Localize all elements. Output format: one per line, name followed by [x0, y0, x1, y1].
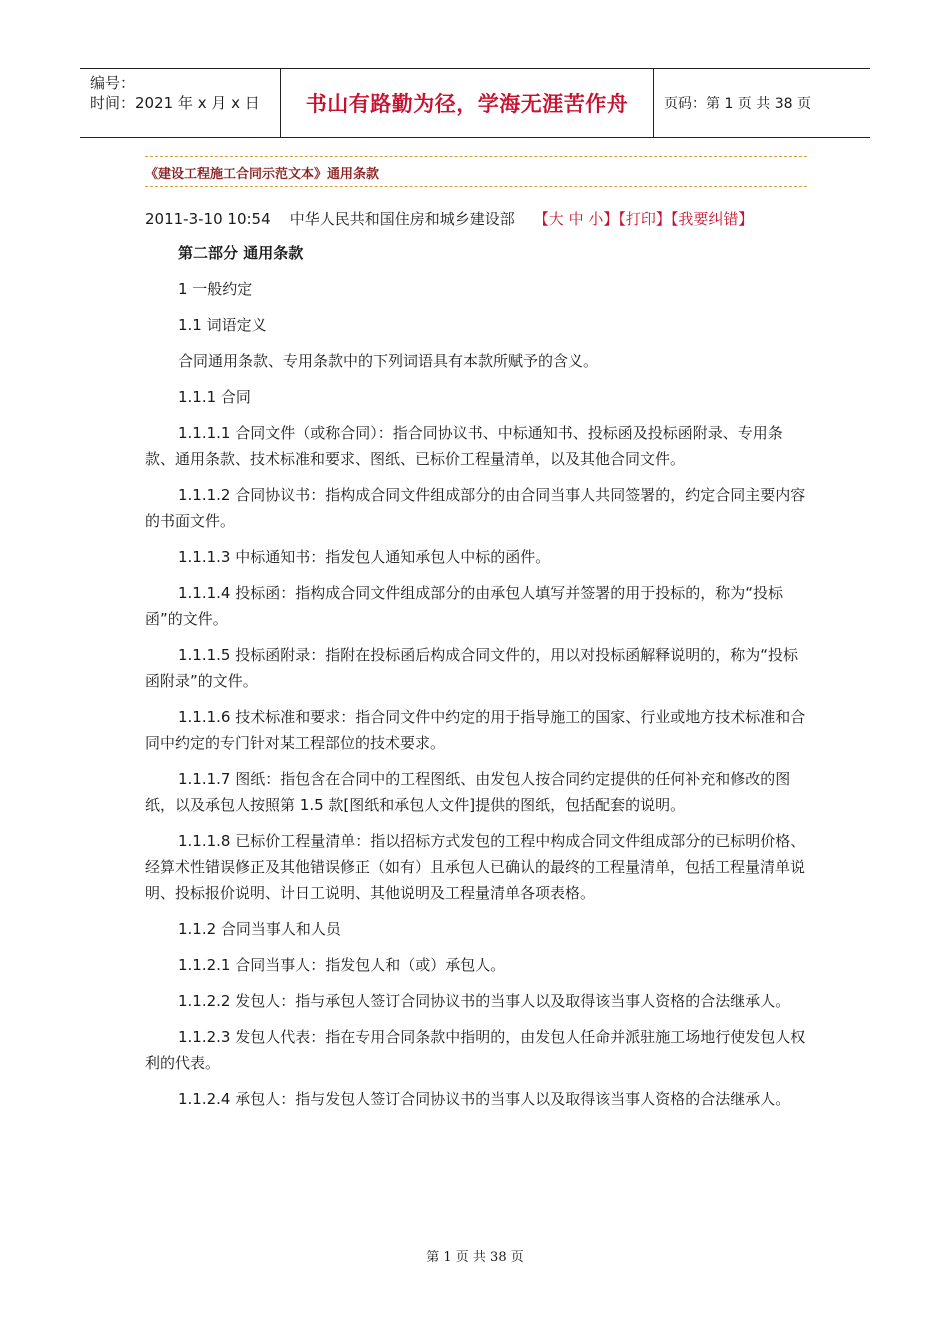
print-link[interactable]: 【打印】 — [618, 210, 671, 228]
header-left-cell — [80, 69, 281, 137]
paragraph: 1.1 词语定义 — [178, 316, 267, 334]
motto: 书山有路勤为径，学海无涯苦作舟 — [305, 92, 629, 116]
document-body — [145, 206, 807, 1122]
header-right-cell — [654, 69, 870, 137]
paragraph: 1 一般约定 — [178, 280, 253, 298]
paragraph: 1.1.1.1 合同文件（或称合同）：指合同协议书、中标通知书、投标函及投标函附录、专用条款、通用条款、技术标准和要求、图纸、已标价工程量清单，以及其他合同文件。 — [145, 424, 783, 468]
paragraph: 1.1.1.7 图纸：指包含在合同中的工程图纸、由发包人按合同约定提供的任何补充和修改的图纸，以及承包人按照第 1.5 款[图纸和承包人文件]提供的图纸，包括配套的说明。 — [145, 770, 791, 814]
date-label: 时间：2021 年 x 月 x 日 — [90, 94, 260, 112]
article-meta — [145, 206, 807, 232]
paragraph: 1.1.1.8 已标价工程量清单：指以招标方式发包的工程中构成合同文件组成部分的已标明价格、经算术性错误修正及其他错误修正（如有）且承包人已确认的最终的工程量清单，包括工程量清单说明、投标报价说明、计日工说明、其他说明及工程量清单各项表格。 — [145, 832, 806, 902]
paragraph: 合同通用条款、专用条款中的下列词语具有本款所赋予的含义。 — [178, 352, 599, 370]
paragraph: 1.1.2.2 发包人：指与承包人签订合同协议书的当事人以及取得该当事人资格的合法继承人。 — [178, 992, 791, 1010]
publish-datetime: 2011-3-10 10:54 — [145, 210, 271, 228]
document-title: 《建设工程施工合同示范文本》通用条款 — [145, 167, 380, 182]
dashed-divider-top — [145, 156, 807, 157]
page-footer: 第 1 页 共 38 页 — [426, 1250, 524, 1265]
page-info: 页码：第 1 页 共 38 页 — [664, 96, 811, 112]
report-error-link[interactable]: 【我要纠错】 — [670, 210, 754, 228]
page-header — [80, 68, 870, 138]
paragraph: 1.1.1.6 技术标准和要求：指合同文件中约定的用于指导施工的国家、行业或地方技术标准和合同中约定的专门针对某工程部位的技术要求。 — [145, 708, 806, 752]
section-heading: 第二部分 通用条款 — [178, 244, 304, 262]
paragraph: 1.1.1.5 投标函附录：指附在投标函后构成合同文件的，用以对投标函解释说明的，称为“投标函附录”的文件。 — [145, 646, 799, 690]
paragraph: 1.1.1.2 合同协议书：指构成合同文件组成部分的由合同当事人共同签署的，约定合同主要内容的书面文件。 — [145, 486, 806, 530]
paragraph: 1.1.2.3 发包人代表：指在专用合同条款中指明的，由发包人任命并派驻施工场地行使发包人权利的代表。 — [145, 1028, 806, 1072]
paragraph: 1.1.1 合同 — [178, 388, 251, 406]
paragraph: 1.1.2.4 承包人：指与发包人签订合同协议书的当事人以及取得该当事人资格的合法继承人。 — [178, 1090, 791, 1108]
paragraph: 1.1.1.4 投标函：指构成合同文件组成部分的由承包人填写并签署的用于投标的，称为“投标函”的文件。 — [145, 584, 784, 628]
publish-source: 中华人民共和国住房和城乡建设部 — [289, 210, 515, 228]
header-motto-cell — [281, 69, 654, 137]
paragraph: 1.1.2.1 合同当事人：指发包人和（或）承包人。 — [178, 956, 506, 974]
dashed-divider-bottom — [145, 186, 807, 187]
paragraph: 1.1.1.3 中标通知书：指发包人通知承包人中标的函件。 — [178, 548, 551, 566]
number-label: 编号： — [90, 74, 136, 92]
paragraph: 1.1.2 合同当事人和人员 — [178, 920, 341, 938]
font-size-link[interactable]: 【大 中 小】 — [533, 210, 619, 228]
